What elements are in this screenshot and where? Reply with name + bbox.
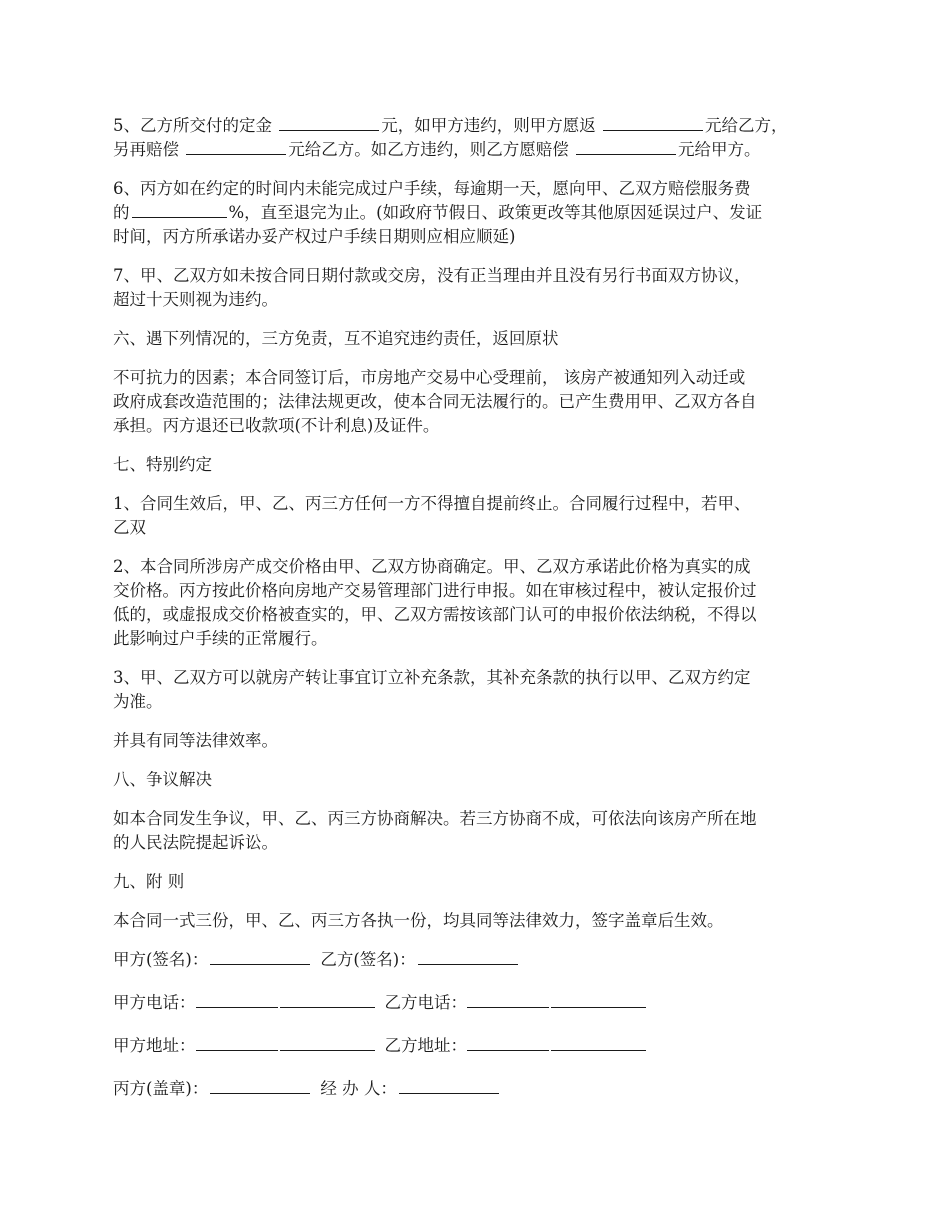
signature-row [113,948,837,972]
section-8-line: 的人民法院提起诉讼。 [113,833,278,852]
section-7-item-2-line: 2、本合同所涉房产成交价格由甲、乙双方协商确定。甲、乙双方承诺此价格为真实的成 [113,557,751,576]
clause-5-text: 元给乙方。如乙方违约，则乙方愿赔偿 [288,140,569,159]
section-7-item-3 [113,666,837,714]
section-7-item-2-line: 交价格。丙方按此价格向房地产交易管理部门进行申报。如在审核过程中，被认定报价过 [113,581,757,600]
deposit-amount-blank [279,117,379,131]
agent-label: 经 办 人： [320,1079,397,1098]
party-c-seal-field[interactable] [210,1080,310,1094]
section-6-line: 承担。丙方退还已收款项(不计利息)及证件。 [113,416,440,435]
address-row [113,1034,837,1058]
clause-5-text: 5、乙方所交付的定金 [113,116,272,135]
clause-7-line: 超过十天则视为违约。 [113,290,278,309]
clause-5-text: 元，如甲方违约，则甲方愿返 [381,116,596,135]
section-6-line: 不可抗力的因素；本合同签订后，市房地产交易中心受理前， 该房产被通知列入动迁或 [113,368,746,387]
service-fee-percent-blank [132,204,227,218]
clause-7-line: 7、甲、乙双方如未按合同日期付款或交房，没有正当理由并且没有另行书面双方协议， [113,266,751,285]
section-7-item-1-line: 1、合同生效后，甲、乙、丙三方任何一方不得擅自提前终止。合同履行过程中，若甲、 [113,494,751,513]
party-a-address-field-ext[interactable] [280,1037,375,1051]
section-6-body [113,366,837,438]
clause-6-line: 时间，丙方所承诺办妥产权过户手续日期则应相应顺延) [113,227,516,246]
compensation-amount-blank [186,141,286,155]
section-8-heading: 八、争议解决 [113,770,212,789]
section-7-item-2-line: 此影响过户手续的正常履行。 [113,629,328,648]
buyer-compensation-blank [576,141,676,155]
section-6-line: 政府成套改造范围的；法律法规更改，使本合同无法履行的。已产生费用甲、乙双方各自 [113,392,757,411]
clause-5-text: 另再赔偿 [113,140,179,159]
party-b-phone-field[interactable] [467,993,549,1008]
party-a-address-field[interactable] [196,1036,278,1051]
section-7-item-1 [113,492,837,540]
party-a-phone-field-ext[interactable] [280,994,375,1008]
party-a-sign-field[interactable] [210,951,310,965]
section-9-body: 本合同一式三份，甲、乙、丙三方各执一份，均具同等法律效力，签字盖章后生效。 [113,911,724,930]
clause-5-text: 元给甲方。 [678,140,761,159]
party-b-phone-label: 乙方电话： [384,993,467,1012]
section-7-item-3-line: 3、甲、乙双方可以就房产转让事宜订立补充条款，其补充条款的执行以甲、乙双方约定 [113,668,751,687]
clause-6 [113,177,837,249]
section-7-heading: 七、特别约定 [113,455,212,474]
section-6-heading: 六、遇下列情况的，三方免责，互不追究违约责任，返回原状 [113,329,559,348]
clause-5 [113,114,837,162]
phone-row [113,991,837,1015]
section-9-heading: 九、附 则 [113,872,185,891]
party-a-phone-label: 甲方电话： [113,993,196,1012]
clause-6-text: %，直至退完为止。(如政府节假日、政策更改等其他原因延误过户、发证 [228,203,763,222]
clause-7 [113,264,837,312]
party-b-address-label: 乙方地址： [384,1036,467,1055]
section-7-item-3-line: 为准。 [113,692,163,711]
clause-6-text: 的 [113,203,130,222]
section-7-item-2 [113,555,837,651]
clause-5-text: 元给乙方， [705,116,788,135]
party-a-sign-label: 甲方(签名)： [113,950,209,969]
clause-6-line: 6、丙方如在约定的时间内未能完成过户手续，每逾期一天，愿向甲、乙双方赔偿服务费 [113,179,751,198]
section-7-item-1-line: 乙双 [113,518,146,537]
party-c-seal-label: 丙方(盖章)： [113,1079,209,1098]
contract-page [113,114,837,1120]
party-b-sign-label: 乙方(签名)： [320,950,416,969]
agency-row [113,1077,837,1101]
refund-amount-blank [603,117,703,131]
section-8-body [113,807,837,855]
agent-field[interactable] [399,1080,499,1094]
party-b-phone-field-ext[interactable] [551,994,646,1008]
section-7-item-4: 并具有同等法律效率。 [113,731,278,750]
party-b-address-field-ext[interactable] [551,1037,646,1051]
party-a-address-label: 甲方地址： [113,1036,196,1055]
party-b-sign-field[interactable] [418,951,518,965]
section-8-line: 如本合同发生争议，甲、乙、丙三方协商解决。若三方协商不成，可依法向该房产所在地 [113,809,757,828]
party-b-address-field[interactable] [467,1036,549,1051]
party-a-phone-field[interactable] [196,993,278,1008]
section-7-item-2-line: 低的，或虚报成交价格被查实的，甲、乙双方需按该部门认可的申报价依法纳税，不得以 [113,605,757,624]
